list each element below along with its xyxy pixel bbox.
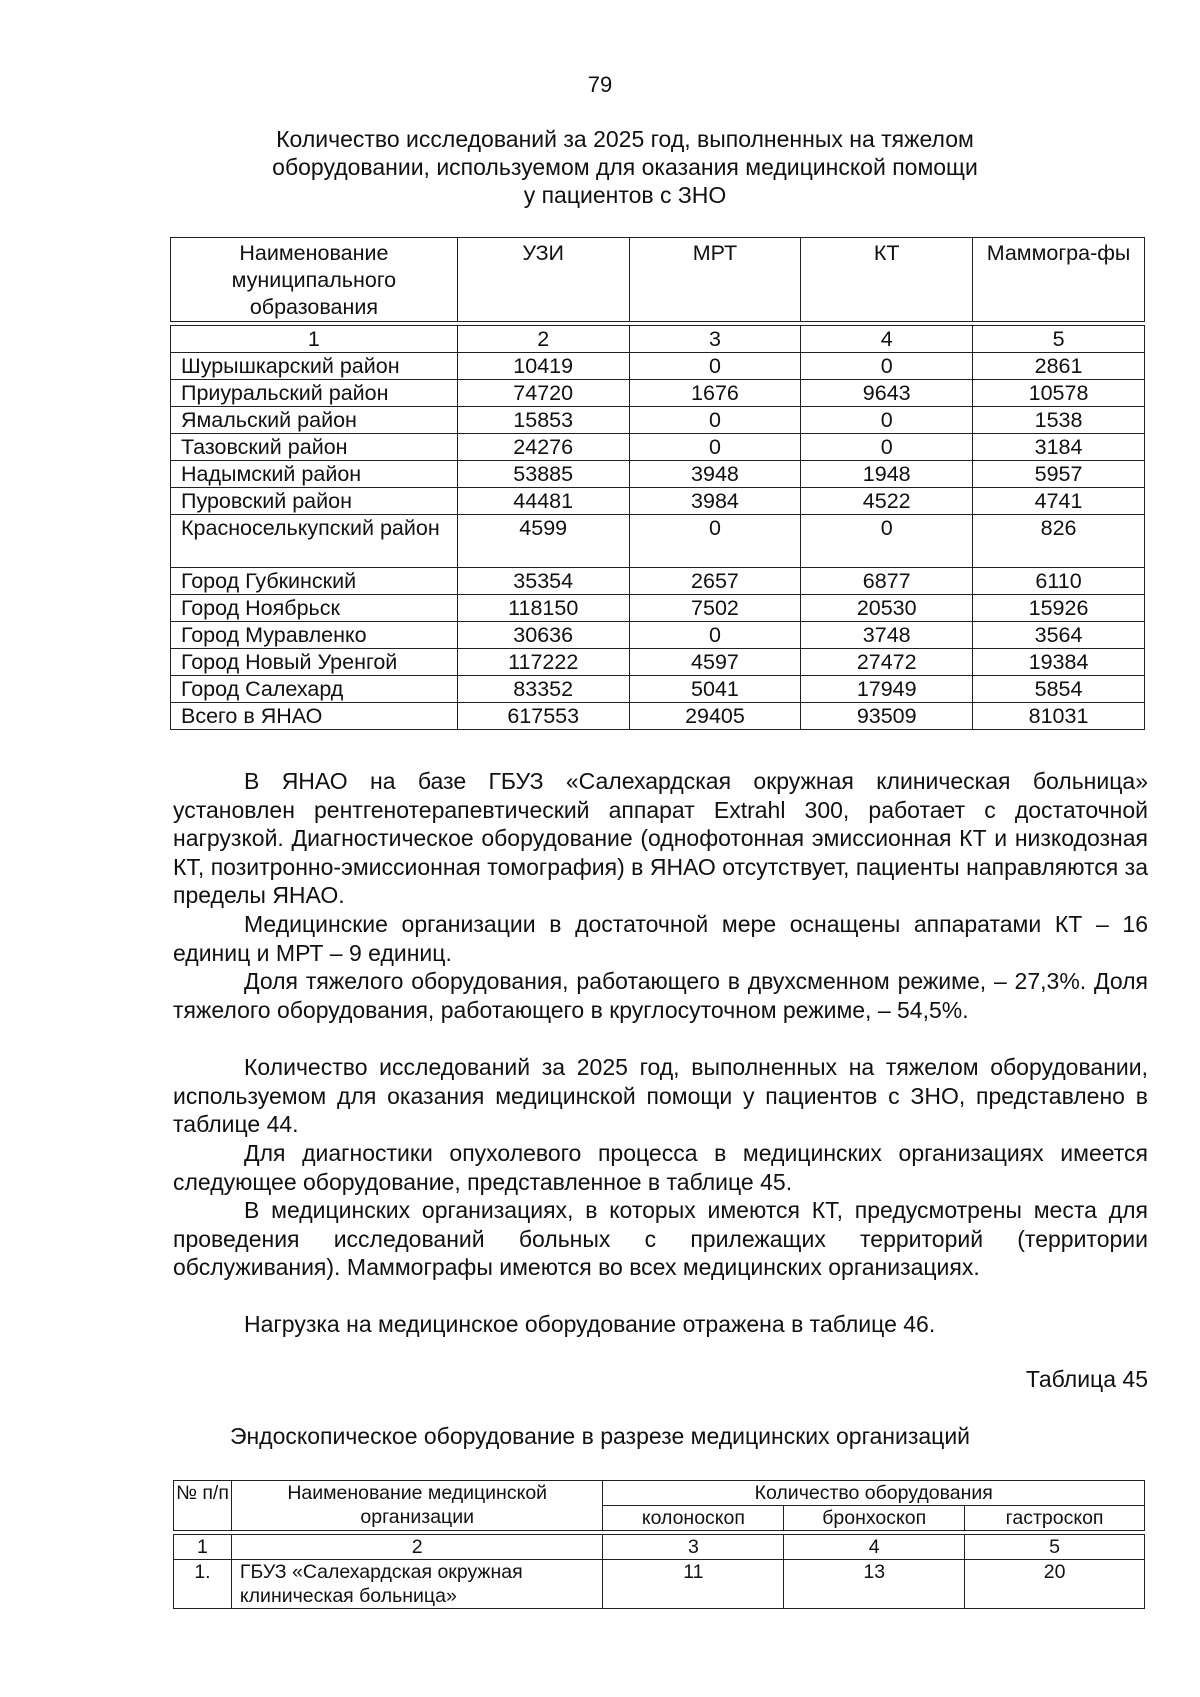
table-44-cell-name: Всего в ЯНАО — [171, 703, 458, 730]
table-44-cell-name: Ямальский район — [171, 407, 458, 434]
table-44-cell-name: Город Муравленко — [171, 622, 458, 649]
paragraph — [173, 967, 1148, 1024]
table-44-cell-uzi: 44481 — [457, 488, 629, 515]
table-44-cell-mrt: 0 — [629, 353, 801, 380]
table-44-cell-mammographs: 3184 — [973, 434, 1145, 461]
table-44-cell-uzi: 53885 — [457, 461, 629, 488]
paragraph-text: В медицинских организациях, в которых имеются КТ, предусмотрены места для проведения исследований больных с прилежащих территорий (территории обслуживания). Маммографы имеются во всех медицинских организациях. — [173, 1197, 1148, 1280]
table-44-body — [171, 238, 1145, 730]
table-44-cell-mammographs: 2861 — [973, 353, 1145, 380]
table-44-row — [171, 488, 1145, 515]
table-44-row — [171, 380, 1145, 407]
table-44-cell-name: Тазовский район — [171, 434, 458, 461]
paragraph-text: Количество исследований за 2025 год, выполненных на тяжелом оборудовании, используемом для оказания медицинской помощи у пациентов с ЗНО, представлено в таблице 44. — [173, 1054, 1148, 1137]
table-44-cell-mrt: 3948 — [629, 461, 801, 488]
table-44-cell-name: Город Салехард — [171, 676, 458, 703]
page-number: 79 — [587, 72, 613, 97]
table-44-cell-mrt: 0 — [629, 407, 801, 434]
table-44-cell-kt: 4522 — [801, 488, 973, 515]
table-45-header-gastroscope: гастроскоп — [965, 1506, 1145, 1531]
table-44-cell-mrt: 5041 — [629, 676, 801, 703]
table-45-row — [174, 1560, 1145, 1609]
table-45-column-number: 1 — [174, 1535, 232, 1560]
table-44-header-mammographs: Маммогра-фы — [973, 238, 1145, 322]
table-44-title-line: оборудовании, используемом для оказания медицинской помощи — [272, 154, 978, 180]
table-44-cell-uzi: 10419 — [457, 353, 629, 380]
table-44-cell-name: Город Ноябрьск — [171, 595, 458, 622]
table-44-cell-uzi: 117222 — [457, 649, 629, 676]
table-44-cell-kt: 9643 — [801, 380, 973, 407]
paragraph-text: В ЯНАО на базе ГБУЗ «Салехардская окружная клиническая больница» установлен рентгенотерапевтический аппарат Extrahl 300, работает с достаточной нагрузкой. Диагностическое оборудование (однофотонная эмиссионная КТ и низкодозная КТ, позитронно-эмиссионная томография) в ЯНАО отсутствует, пациенты направляются за пределы ЯНАО. — [173, 768, 1148, 908]
table-44-header-row — [171, 238, 1145, 322]
paragraph-text: Для диагностики опухолевого процесса в медицинских организациях имеется следующее оборудование, представленное в таблице 45. — [173, 1140, 1148, 1195]
table-44-cell-mrt: 0 — [629, 515, 801, 568]
table-44-cell-kt: 1948 — [801, 461, 973, 488]
table-45-column-number: 3 — [603, 1535, 784, 1560]
table-44-row — [171, 703, 1145, 730]
table-44-row — [171, 434, 1145, 461]
table-44-cell-uzi: 30636 — [457, 622, 629, 649]
table-44-cell-mammographs: 3564 — [973, 622, 1145, 649]
table-44-row — [171, 622, 1145, 649]
table-44-cell-kt: 3748 — [801, 622, 973, 649]
table-45-cell-num: 1. — [174, 1560, 232, 1609]
table-44-row — [171, 595, 1145, 622]
table-44-cell-mrt: 3984 — [629, 488, 801, 515]
table-44-column-numbers — [171, 326, 1145, 353]
table-44-cell-kt: 20530 — [801, 595, 973, 622]
table-44-title-line: Количество исследований за 2025 год, выполненных на тяжелом — [276, 126, 974, 152]
table-44-cell-mammographs: 826 — [973, 515, 1145, 568]
table-44-cell-uzi: 83352 — [457, 676, 629, 703]
table-45-header-num: № п/п — [174, 1481, 232, 1531]
paragraph-text: Медицинские организации в достаточной мере оснащены аппаратами КТ – 16 единиц и МРТ – 9 единиц. — [173, 911, 1148, 966]
table-44 — [170, 237, 1145, 730]
table-44-cell-mammographs: 5957 — [973, 461, 1145, 488]
table-44-cell-name: Пуровский район — [171, 488, 458, 515]
table-44-cell-mammographs: 19384 — [973, 649, 1145, 676]
table-45 — [173, 1480, 1145, 1609]
table-44-cell-uzi: 35354 — [457, 568, 629, 595]
table-44-cell-kt: 6877 — [801, 568, 973, 595]
table-45-cell-gastroscope: 20 — [965, 1560, 1145, 1609]
table-44-title — [230, 125, 1020, 209]
table-44-cell-kt: 93509 — [801, 703, 973, 730]
table-44-cell-name: Шурышкарский район — [171, 353, 458, 380]
table-44-row — [171, 568, 1145, 595]
table-44-header-mrt: МРТ — [629, 238, 801, 322]
table-44-cell-mammographs: 4741 — [973, 488, 1145, 515]
table-44-cell-kt: 17949 — [801, 676, 973, 703]
table-44-cell-kt: 0 — [801, 353, 973, 380]
table-44-cell-mrt: 29405 — [629, 703, 801, 730]
table-44-cell-uzi: 118150 — [457, 595, 629, 622]
table-44-cell-uzi: 74720 — [457, 380, 629, 407]
table-44-cell-uzi: 617553 — [457, 703, 629, 730]
table-44-cell-mrt: 0 — [629, 434, 801, 461]
table-44-cell-name: Надымский район — [171, 461, 458, 488]
table-44-cell-name: Красноселькупский район — [171, 515, 458, 568]
table-45-header-bronchoscope: бронхоскоп — [784, 1506, 965, 1531]
table-45-header-org: Наименование медицинской организации — [231, 1481, 603, 1531]
table-44-cell-mammographs: 81031 — [973, 703, 1145, 730]
paragraph — [173, 1139, 1148, 1196]
table-44-column-number: 4 — [801, 326, 973, 353]
table-44-column-number: 3 — [629, 326, 801, 353]
table-44-column-number: 1 — [171, 326, 458, 353]
table-44-row — [171, 649, 1145, 676]
table-44-cell-kt: 0 — [801, 515, 973, 568]
table-44-cell-uzi: 4599 — [457, 515, 629, 568]
table-44-cell-kt: 0 — [801, 434, 973, 461]
table-45-label: Таблица 45 — [1025, 1366, 1148, 1392]
table-45-column-number: 5 — [965, 1535, 1145, 1560]
paragraph — [173, 1196, 1148, 1282]
table-44-row — [171, 676, 1145, 703]
table-44-cell-name: Город Губкинский — [171, 568, 458, 595]
table-45-title: Эндоскопическое оборудование в разрезе медицинских организаций — [229, 1423, 971, 1449]
paragraph-text: Нагрузка на медицинское оборудование отражена в таблице 46. — [244, 1311, 936, 1337]
table-44-cell-mammographs: 10578 — [973, 380, 1145, 407]
table-44-cell-mrt: 4597 — [629, 649, 801, 676]
table-44-cell-mrt: 0 — [629, 622, 801, 649]
paragraph — [173, 767, 1148, 910]
table-44-cell-name: Приуральский район — [171, 380, 458, 407]
table-44-cell-uzi: 24276 — [457, 434, 629, 461]
table-44-cell-kt: 0 — [801, 407, 973, 434]
table-44-header-municipality: Наименование муниципального образования — [171, 238, 458, 322]
paragraph-text: Доля тяжелого оборудования, работающего в двухсменном режиме, – 27,3%. Доля тяжелого оборудования, работающего в круглосуточном режиме, – 54,5%. — [173, 968, 1148, 1023]
table-45-column-number: 2 — [231, 1535, 603, 1560]
table-45-header-colonoscope: колоноскоп — [603, 1506, 784, 1531]
table-44-row — [171, 407, 1145, 434]
paragraph — [173, 1053, 1148, 1139]
table-44-header-kt: КТ — [801, 238, 973, 322]
table-44-cell-mammographs: 1538 — [973, 407, 1145, 434]
table-44-row — [171, 461, 1145, 488]
paragraph — [173, 1310, 1148, 1339]
table-44-cell-mammographs: 5854 — [973, 676, 1145, 703]
table-44-cell-mammographs: 15926 — [973, 595, 1145, 622]
table-45-header-group: Количество оборудования — [603, 1481, 1145, 1506]
table-45-cell-bronchoscope: 13 — [784, 1560, 965, 1609]
table-44-cell-mrt: 1676 — [629, 380, 801, 407]
table-45-cell-colonoscope: 11 — [603, 1560, 784, 1609]
paragraph — [173, 910, 1148, 967]
table-44-cell-mrt: 7502 — [629, 595, 801, 622]
table-45-cell-org: ГБУЗ «Салехардская окружная клиническая больница» — [231, 1560, 603, 1609]
table-44-title-line: у пациентов с ЗНО — [523, 182, 727, 208]
table-44-row — [171, 515, 1145, 568]
table-44-column-number: 5 — [973, 326, 1145, 353]
table-44-cell-mammographs: 6110 — [973, 568, 1145, 595]
table-44-cell-name: Город Новый Уренгой — [171, 649, 458, 676]
table-44-header-uzi: УЗИ — [457, 238, 629, 322]
table-44-cell-mrt: 2657 — [629, 568, 801, 595]
table-45-column-number: 4 — [784, 1535, 965, 1560]
table-44-cell-kt: 27472 — [801, 649, 973, 676]
table-44-column-number: 2 — [457, 326, 629, 353]
table-44-cell-uzi: 15853 — [457, 407, 629, 434]
table-44-row — [171, 353, 1145, 380]
